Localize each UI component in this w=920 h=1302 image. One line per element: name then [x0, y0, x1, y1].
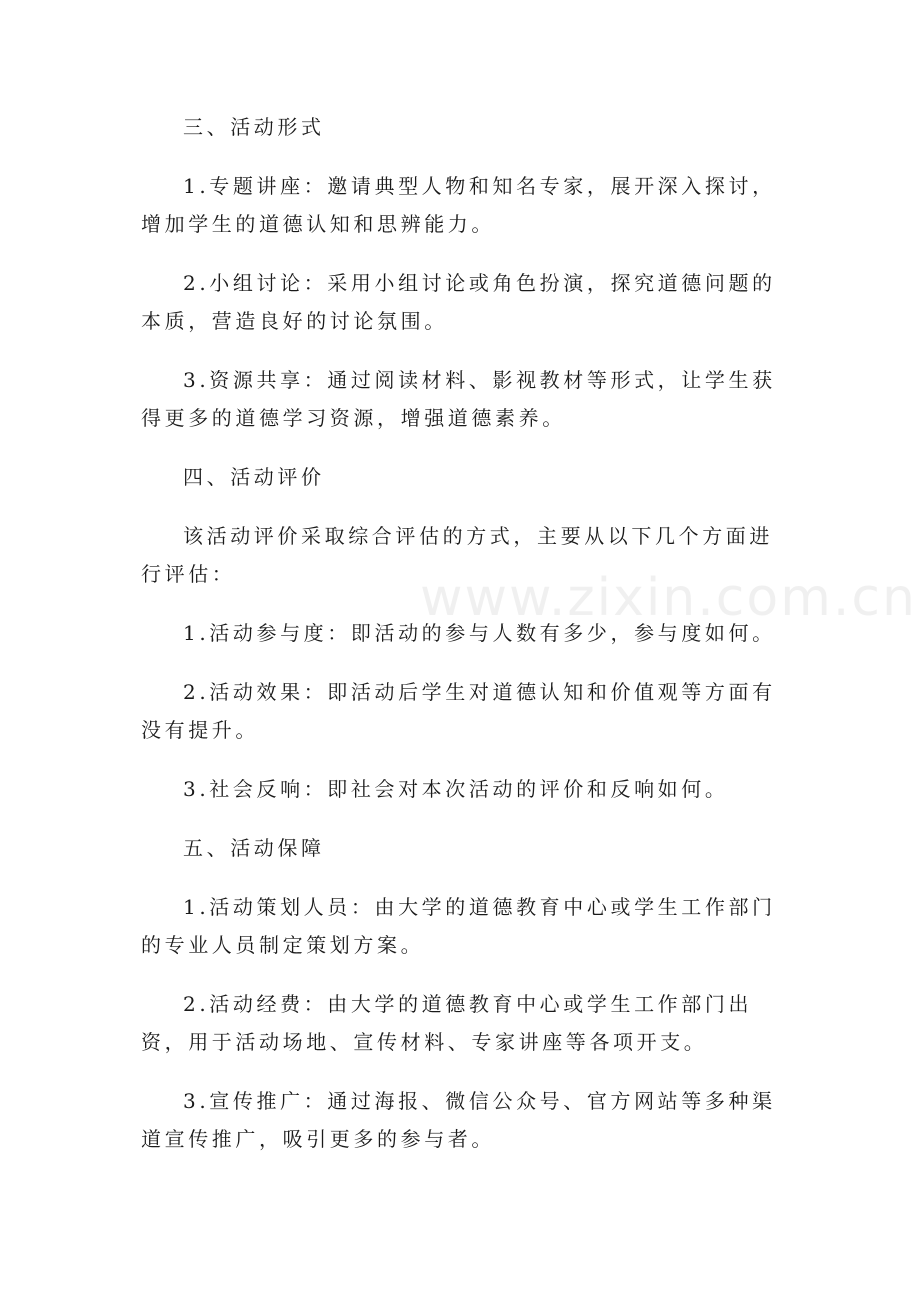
paragraph-planning-staff: 1.活动策划人员：由大学的道德教育中心或学生工作部门的专业人员制定策划方案。 [141, 895, 776, 957]
paragraph-group-discussion: 2.小组讨论：采用小组讨论或角色扮演，探究道德问题的本质，营造良好的讨论氛围。 [141, 271, 776, 333]
section-heading-evaluation: 四、活动评价 [183, 465, 325, 489]
paragraph-evaluation-intro: 该活动评价采取综合评估的方式，主要从以下几个方面进行评估： [141, 524, 773, 586]
section-heading-form: 三、活动形式 [183, 115, 325, 139]
paragraph-effect: 2.活动效果：即活动后学生对道德认知和价值观等方面有没有提升。 [141, 680, 776, 742]
paragraph-resource-sharing: 3.资源共享：通过阅读材料、影视教材等形式，让学生获得更多的道德学习资源，增强道德素养。 [141, 368, 776, 430]
paragraph-social-response: 3.社会反响：即社会对本次活动的评价和反响如何。 [183, 777, 729, 801]
watermark: www.zixin.com.cn [420, 568, 917, 628]
paragraph-promotion: 3.宣传推广：通过海报、微信公众号、官方网站等多种渠道宣传推广，吸引更多的参与者。 [141, 1089, 776, 1151]
paragraph-funding: 2.活动经费：由大学的道德教育中心或学生工作部门出资，用于活动场地、宣传材料、专家讲座等各项开支。 [141, 992, 753, 1054]
paragraph-lecture: 1.专题讲座：邀请典型人物和知名专家，展开深入探讨，增加学生的道德认知和思辨能力。 [141, 174, 776, 236]
paragraph-participation: 1.活动参与度：即活动的参与人数有多少，参与度如何。 [183, 621, 776, 645]
section-heading-support: 五、活动保障 [183, 836, 325, 860]
document-body [141, 108, 781, 1179]
